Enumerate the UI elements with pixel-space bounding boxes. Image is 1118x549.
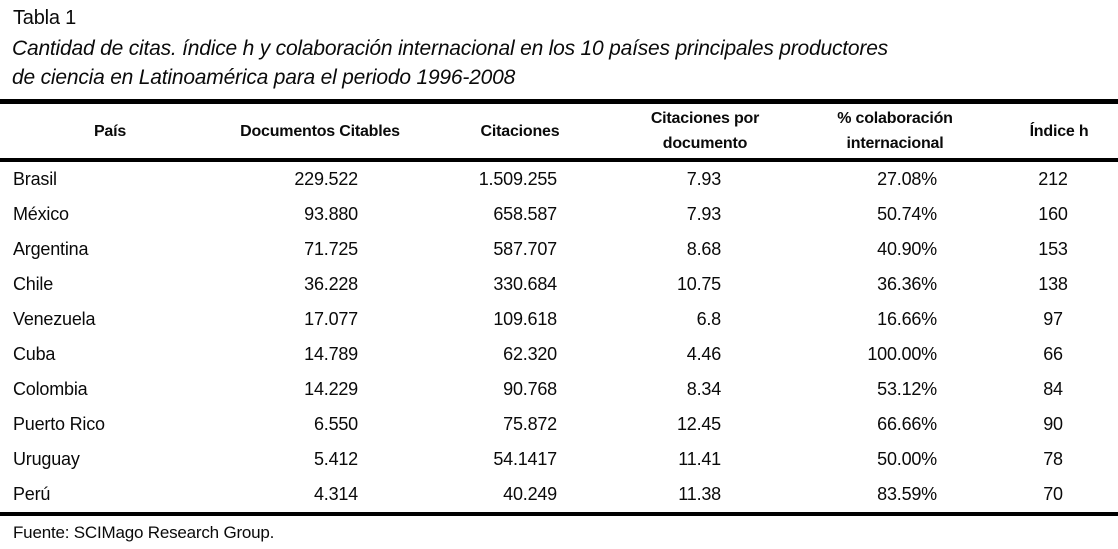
header-documentos-citables: Documentos Citables <box>240 122 400 140</box>
header-pais: País <box>93 122 127 140</box>
citaciones-cell: 330.684 <box>493 274 557 294</box>
country-cell: México <box>13 204 69 224</box>
table-row <box>0 407 1118 442</box>
colaboracion-internacional-cell: 16.66% <box>877 309 937 329</box>
source-note: Fuente: SCIMago Research Group. <box>13 523 275 542</box>
country-cell: Perú <box>13 484 51 504</box>
table-row <box>0 267 1118 302</box>
table-row <box>0 197 1118 232</box>
table-bottom-rule <box>0 512 1118 516</box>
citaciones-cell: 90.768 <box>503 379 557 399</box>
documentos-citables-cell: 14.789 <box>304 344 358 364</box>
table-row <box>0 302 1118 337</box>
documentos-citables-cell: 4.314 <box>313 484 358 504</box>
documentos-citables-cell: 36.228 <box>304 274 358 294</box>
table-row <box>0 337 1118 372</box>
country-cell: Venezuela <box>13 309 96 329</box>
indice-h-cell: 153 <box>1038 239 1068 259</box>
citaciones-cell: 587.707 <box>493 239 557 259</box>
header-indice-h: Índice h <box>1029 122 1089 140</box>
table-label: Tabla 1 <box>13 7 77 29</box>
country-cell: Brasil <box>13 169 57 189</box>
colaboracion-internacional-cell: 66.66% <box>877 414 937 434</box>
country-cell: Chile <box>13 274 54 294</box>
documentos-citables-cell: 14.229 <box>304 379 358 399</box>
indice-h-cell: 70 <box>1043 484 1063 504</box>
table-row <box>0 442 1118 477</box>
table-row <box>0 232 1118 267</box>
citaciones-por-documento-cell: 7.93 <box>686 204 721 224</box>
documentos-citables-cell: 5.412 <box>313 449 358 469</box>
table-row <box>0 477 1118 512</box>
colaboracion-internacional-cell: 40.90% <box>877 239 937 259</box>
citaciones-por-documento-cell: 11.38 <box>678 484 721 504</box>
indice-h-cell: 84 <box>1043 379 1063 399</box>
country-cell: Colombia <box>13 379 88 399</box>
citaciones-por-documento-cell: 8.68 <box>686 239 721 259</box>
header-citaciones: Citaciones <box>480 122 560 140</box>
colaboracion-internacional-cell: 53.12% <box>877 379 937 399</box>
caption-line-2: de ciencia en Latinoamérica para el periodo 1996-2008 <box>12 66 516 89</box>
indice-h-cell: 212 <box>1038 169 1068 189</box>
citaciones-por-documento-cell: 6.8 <box>696 309 721 329</box>
citaciones-por-documento-cell: 10.75 <box>676 274 721 294</box>
indice-h-cell: 66 <box>1043 344 1063 364</box>
documentos-citables-cell: 93.880 <box>304 204 358 224</box>
data-table-body <box>0 162 1118 512</box>
country-cell: Argentina <box>13 239 89 259</box>
colaboracion-internacional-cell: 50.00% <box>877 449 937 469</box>
documentos-citables-cell: 229.522 <box>294 169 358 189</box>
colaboracion-internacional-cell: 100.00% <box>867 344 937 364</box>
documentos-citables-cell: 6.550 <box>313 414 358 434</box>
indice-h-cell: 97 <box>1043 309 1063 329</box>
citaciones-por-documento-cell: 4.46 <box>686 344 721 364</box>
country-cell: Puerto Rico <box>13 414 105 434</box>
colaboracion-internacional-cell: 36.36% <box>877 274 937 294</box>
citaciones-por-documento-cell: 12.45 <box>676 414 721 434</box>
citaciones-por-documento-cell: 11.41 <box>678 449 721 469</box>
citaciones-cell: 54.1417 <box>493 449 557 469</box>
table-row <box>0 162 1118 197</box>
country-cell: Cuba <box>13 344 56 364</box>
header-citaciones-por-documento: Citaciones por documento <box>650 110 760 152</box>
citaciones-cell: 1.509.255 <box>478 169 557 189</box>
colaboracion-internacional-cell: 50.74% <box>877 204 937 224</box>
indice-h-cell: 160 <box>1038 204 1068 224</box>
indice-h-cell: 138 <box>1038 274 1068 294</box>
indice-h-cell: 78 <box>1043 449 1063 469</box>
indice-h-cell: 90 <box>1043 414 1063 434</box>
citaciones-cell: 109.618 <box>493 309 557 329</box>
citaciones-cell: 658.587 <box>493 204 557 224</box>
documentos-citables-cell: 17.077 <box>304 309 358 329</box>
citaciones-por-documento-cell: 8.34 <box>686 379 721 399</box>
documentos-citables-cell: 71.725 <box>304 239 358 259</box>
citaciones-cell: 40.249 <box>503 484 557 504</box>
citaciones-por-documento-cell: 7.93 <box>686 169 721 189</box>
header-colaboracion-internacional: % colaboración internacional <box>837 110 953 152</box>
table-caption <box>12 34 1118 92</box>
caption-line-1: Cantidad de citas. índice h y colaboración internacional en los 10 países principales productores <box>12 37 888 60</box>
country-cell: Uruguay <box>13 449 80 469</box>
data-table <box>0 104 1118 158</box>
table-row <box>0 372 1118 407</box>
colaboracion-internacional-cell: 83.59% <box>877 484 937 504</box>
table-body <box>0 162 1118 512</box>
citaciones-cell: 75.872 <box>503 414 557 434</box>
colaboracion-internacional-cell: 27.08% <box>877 169 937 189</box>
citaciones-cell: 62.320 <box>503 344 557 364</box>
table-header-row <box>0 104 1118 158</box>
